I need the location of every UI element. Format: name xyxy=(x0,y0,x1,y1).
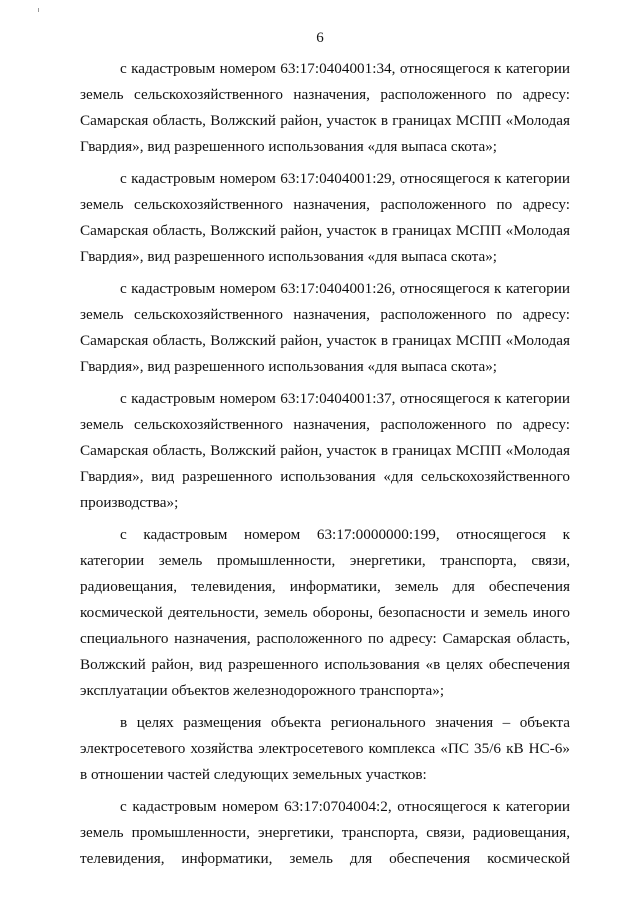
text-line: Гвардия», вид разрешенного использования «для выпаса скота»; xyxy=(80,358,498,375)
paragraph-plot-37 xyxy=(80,386,570,516)
text-line: электросетевого хозяйства электросетевого комплекса «ПС 35/6 кВ НС-6» xyxy=(80,740,570,757)
text-line: в отношении частей следующих земельных участков: xyxy=(80,766,427,783)
scan-mark xyxy=(38,8,39,12)
text-line: с кадастровым номером 63:17:0000000:199, относящегося к xyxy=(120,526,570,543)
text-line: земель промышленности, энергетики, транспорта, связи, радиовещания, xyxy=(80,824,570,841)
text-line: Волжский район, вид разрешенного использования «в целях обеспечения xyxy=(80,656,570,673)
text-line: Гвардия», вид разрешенного использования «для выпаса скота»; xyxy=(80,248,498,265)
text-line: специального назначения, расположенного по адресу: Самарская область, xyxy=(80,630,570,647)
text-line: категории земель промышленности, энергетики, транспорта, связи, xyxy=(80,552,570,569)
paragraph-regional-object xyxy=(80,710,570,788)
text-line: с кадастровым номером 63:17:0404001:29, относящегося к категории xyxy=(120,170,570,187)
text-line: Гвардия», вид разрешенного использования «для сельскохозяйственного xyxy=(80,468,570,485)
text-line: с кадастровым номером 63:17:0404001:34, относящегося к категории xyxy=(120,60,570,77)
paragraph-plot-2 xyxy=(80,794,570,872)
text-line: земель сельскохозяйственного назначения, расположенного по адресу: xyxy=(80,306,570,323)
paragraph-plot-26 xyxy=(80,276,570,380)
text-line: космической деятельности, земель обороны, безопасности и земель иного xyxy=(80,604,570,621)
paragraph-plot-29 xyxy=(80,166,570,270)
paragraph-plot-34 xyxy=(80,56,570,160)
text-line: производства»; xyxy=(80,494,179,511)
text-line: Самарская область, Волжский район, участок в границах МСПП «Молодая xyxy=(80,222,570,239)
text-line: земель сельскохозяйственного назначения, расположенного по адресу: xyxy=(80,196,570,213)
text-line: Самарская область, Волжский район, участок в границах МСПП «Молодая xyxy=(80,112,570,129)
text-line: с кадастровым номером 63:17:0404001:37, относящегося к категории xyxy=(120,390,570,407)
page-number: 6 xyxy=(316,30,324,46)
document-body xyxy=(80,56,570,872)
text-line: в целях размещения объекта регионального значения – объекта xyxy=(120,714,570,731)
text-line: эксплуатации объектов железнодорожного транспорта»; xyxy=(80,682,445,699)
text-line: с кадастровым номером 63:17:0704004:2, относящегося к категории xyxy=(120,798,570,815)
text-line: земель сельскохозяйственного назначения, расположенного по адресу: xyxy=(80,86,570,103)
text-line: телевидения, информатики, земель для обеспечения космической xyxy=(80,850,570,867)
text-line: Самарская область, Волжский район, участок в границах МСПП «Молодая xyxy=(80,332,570,349)
text-line: Самарская область, Волжский район, участок в границах МСПП «Молодая xyxy=(80,442,570,459)
text-line: радиовещания, телевидения, информатики, земель для обеспечения xyxy=(80,578,570,595)
text-line: Гвардия», вид разрешенного использования «для выпаса скота»; xyxy=(80,138,498,155)
paragraph-plot-199 xyxy=(80,522,570,704)
text-line: с кадастровым номером 63:17:0404001:26, относящегося к категории xyxy=(120,280,570,297)
text-line: земель сельскохозяйственного назначения, расположенного по адресу: xyxy=(80,416,570,433)
